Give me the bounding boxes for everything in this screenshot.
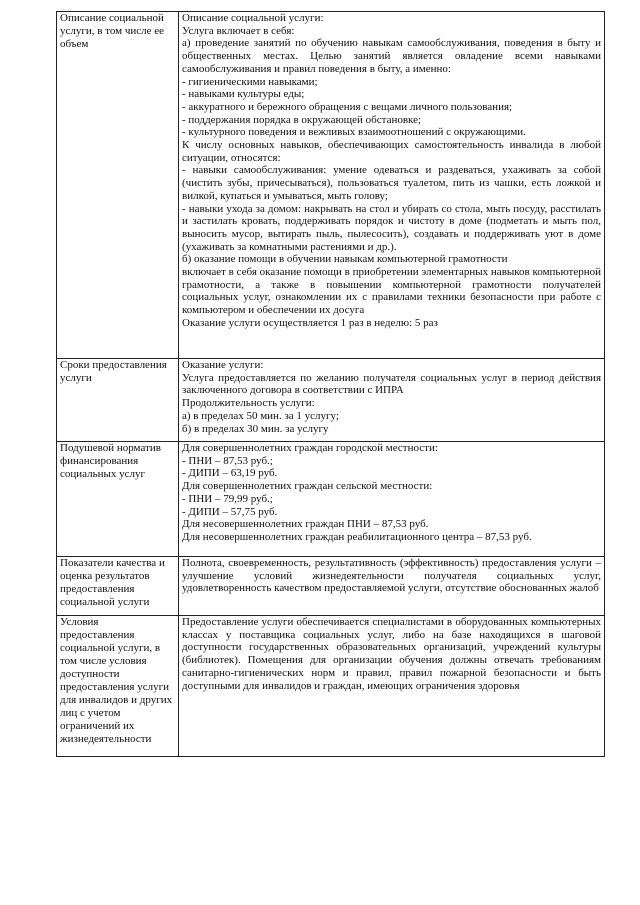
text-line: - навыки самообслуживания: умение одеваться и раздеваться, ухаживать за собой (чистить зубы, причесываться), пользоваться туалетом, пить из чашки, есть ложкой и вилкой, купаться и умываться, мыть голову; (182, 164, 601, 202)
text-line: Описание социальной услуги: (182, 12, 324, 24)
row-content-conditions (179, 616, 605, 757)
row-label-funding: Подушевой норматив финансирования социальных услуг (57, 442, 179, 557)
text-line: Полнота, своевременность, результативность (эффективность) предоставления услуги – улучшение условий жизнедеятельности получателя социальных услуг, удовлетворенность качеством предоставляемой услуги, отсутствие обоснованных жалоб (182, 557, 601, 595)
row-content-funding (179, 442, 605, 557)
row-content-terms (179, 359, 605, 442)
text-line: а) проведение занятий по обучению навыкам самообслуживания, поведения в быту и общественных местах. Целью занятий является овладение всеми навыками самообслуживания и правил поведения в быту, а именно: (182, 37, 601, 75)
text-line: - культурного поведения и вежливых взаимоотношений с окружающими. (182, 126, 526, 139)
text-line: - поддержания порядка в окружающей обстановке; (182, 113, 422, 126)
text-line: Продолжительность услуги: (182, 397, 315, 410)
text-line: - навыки ухода за домом: накрывать на стол и убирать со стола, мыть посуду, расстилать и застилать кровать, поддерживать порядок и чистоту в доме (подметать и мыть пол, выносить мусор, вытирать пыль, пылесосить), создавать и поддерживать уют в доме (ухаживать за комнатными растениями и др.). (182, 202, 601, 253)
text-line: - ДИПИ – 63,19 руб. (182, 467, 278, 480)
text-line: Услуга предоставляется по желанию получателя социальных услуг в период действия заключенного договора в соответствии с ИПРА (182, 371, 601, 397)
row-content-quality (179, 557, 605, 616)
text-line: Для несовершеннолетних граждан ПНИ – 87,53 руб. (182, 518, 429, 531)
table-row-description (57, 12, 605, 359)
text-line: Для несовершеннолетних граждан реабилитационного центра – 87,53 руб. (182, 530, 532, 543)
text-line: Услуга включает в себя: (182, 24, 295, 37)
row-label-conditions: Условия предоставления социальной услуги, в том числе условия доступности предоставления услуги для инвалидов и других лиц с учетом ограничений их жизнедеятельности (57, 616, 179, 757)
service-description-table (56, 11, 605, 757)
text-line: а) в пределах 50 мин. за 1 услугу; (182, 409, 339, 422)
table-row-quality (57, 557, 605, 616)
text-line: - ПНИ – 79,99 руб.; (182, 492, 273, 505)
table-row-terms (57, 359, 605, 442)
row-label-description: Описание социальной услуги, в том числе ее объем (57, 12, 179, 359)
row-content-description (179, 12, 605, 359)
text-line: включает в себя оказание помощи в приобретении элементарных навыков компьютерной грамотности, а также в повышении компьютерной грамотности получателей социальных услуг, ознакомлении их с правилами техники безопасности при работе с компьютером и обеспечении их досуга (182, 266, 601, 317)
text-line: Оказание услуги осуществляется 1 раз в неделю: 5 раз (182, 316, 438, 329)
text-line: Предоставление услуги обеспечивается специалистами в оборудованных компьютерных классах у поставщика социальных услуг, либо на базе находящихся в шаговой доступности государственных образовательных организаций, учреждений культуры (библиотек). Помещения для организации обучения должны отвечать требованиям санитарно-гигиенических норм и правил, правил пожарной безопасности и быть доступными для инвалидов и граждан, имеющих ограничения здоровья (182, 616, 601, 692)
text-line: - гигиеническими навыками; (182, 75, 318, 88)
row-label-quality: Показатели качества и оценка результатов предоставления социальной услуги (57, 557, 179, 616)
text-line: - аккуратного и бережного обращения с вещами личного пользования; (182, 100, 513, 113)
text-line: К числу основных навыков, обеспечивающих самостоятельность инвалида в любой ситуации, относятся: (182, 139, 601, 164)
text-line: - ПНИ – 87,53 руб.; (182, 454, 273, 467)
row-label-terms: Сроки предоставления услуги (57, 359, 179, 442)
table-row-conditions (57, 616, 605, 757)
text-line: - ДИПИ – 57,75 руб. (182, 505, 278, 518)
text-line: - навыками культуры еды; (182, 88, 305, 101)
text-line: Для совершеннолетних граждан сельской местности: (182, 480, 433, 493)
text-line: Оказание услуги: (182, 359, 264, 371)
text-line: б) в пределах 30 мин. за услугу (182, 422, 329, 435)
text-line: б) оказание помощи в обучении навыкам компьютерной грамотности (182, 253, 508, 266)
text-line: Для совершеннолетних граждан городской местности: (182, 442, 438, 454)
table-row-funding (57, 442, 605, 557)
